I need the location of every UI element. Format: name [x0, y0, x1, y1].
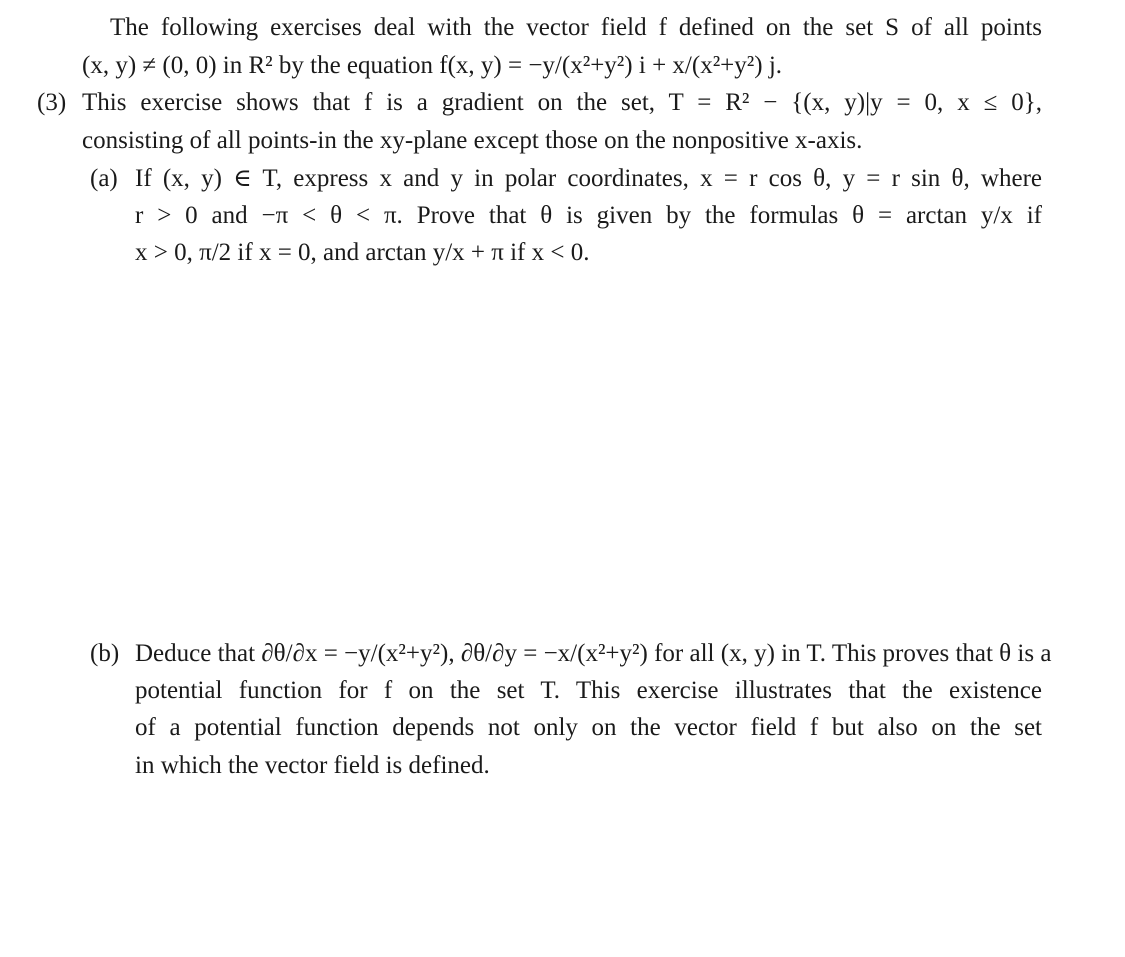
- part-b-line-4: in which the vector field is defined.: [135, 752, 490, 779]
- exercise-3-line-1: This exercise shows that f is a gradient on the set, T = R² − {(x, y)|y = 0, x ≤ 0},: [82, 89, 1042, 116]
- part-b-line-3: of a potential function depends not only on the vector field f but also on the set: [135, 714, 1042, 741]
- exercise-3-line-2: consisting of all points-in the xy-plane except those on the nonpositive x-axis.: [82, 127, 863, 154]
- intro-line-1: The following exercises deal with the vector field f defined on the set S of all points: [110, 14, 1042, 41]
- part-a-line-1: If (x, y) ∈ T, express x and y in polar coordinates, x = r cos θ, y = r sin θ, where: [135, 165, 1042, 192]
- part-b-line-1: Deduce that ∂θ/∂x = −y/(x²+y²), ∂θ/∂y = −x/(x²+y²) for all (x, y) in T. This proves that θ is a: [135, 640, 1052, 667]
- exercise-3-number: (3): [37, 89, 67, 116]
- part-a-label: (a): [90, 165, 118, 192]
- intro-line-2-text: (x, y) ≠ (0, 0) in R² by the equation f(x, y) = −y/(x²+y²) i + x/(x²+y²) j.: [82, 52, 783, 79]
- part-b-line-2: potential function for f on the set T. This exercise illustrates that the existence: [135, 677, 1042, 704]
- part-a-line-3: x > 0, π/2 if x = 0, and arctan y/x + π if x < 0.: [135, 239, 590, 266]
- intro-line-2: [82, 53, 782, 78]
- part-b-label: (b): [90, 640, 120, 667]
- part-a-line-2: r > 0 and −π < θ < π. Prove that θ is given by the formulas θ = arctan y/x if: [135, 202, 1042, 229]
